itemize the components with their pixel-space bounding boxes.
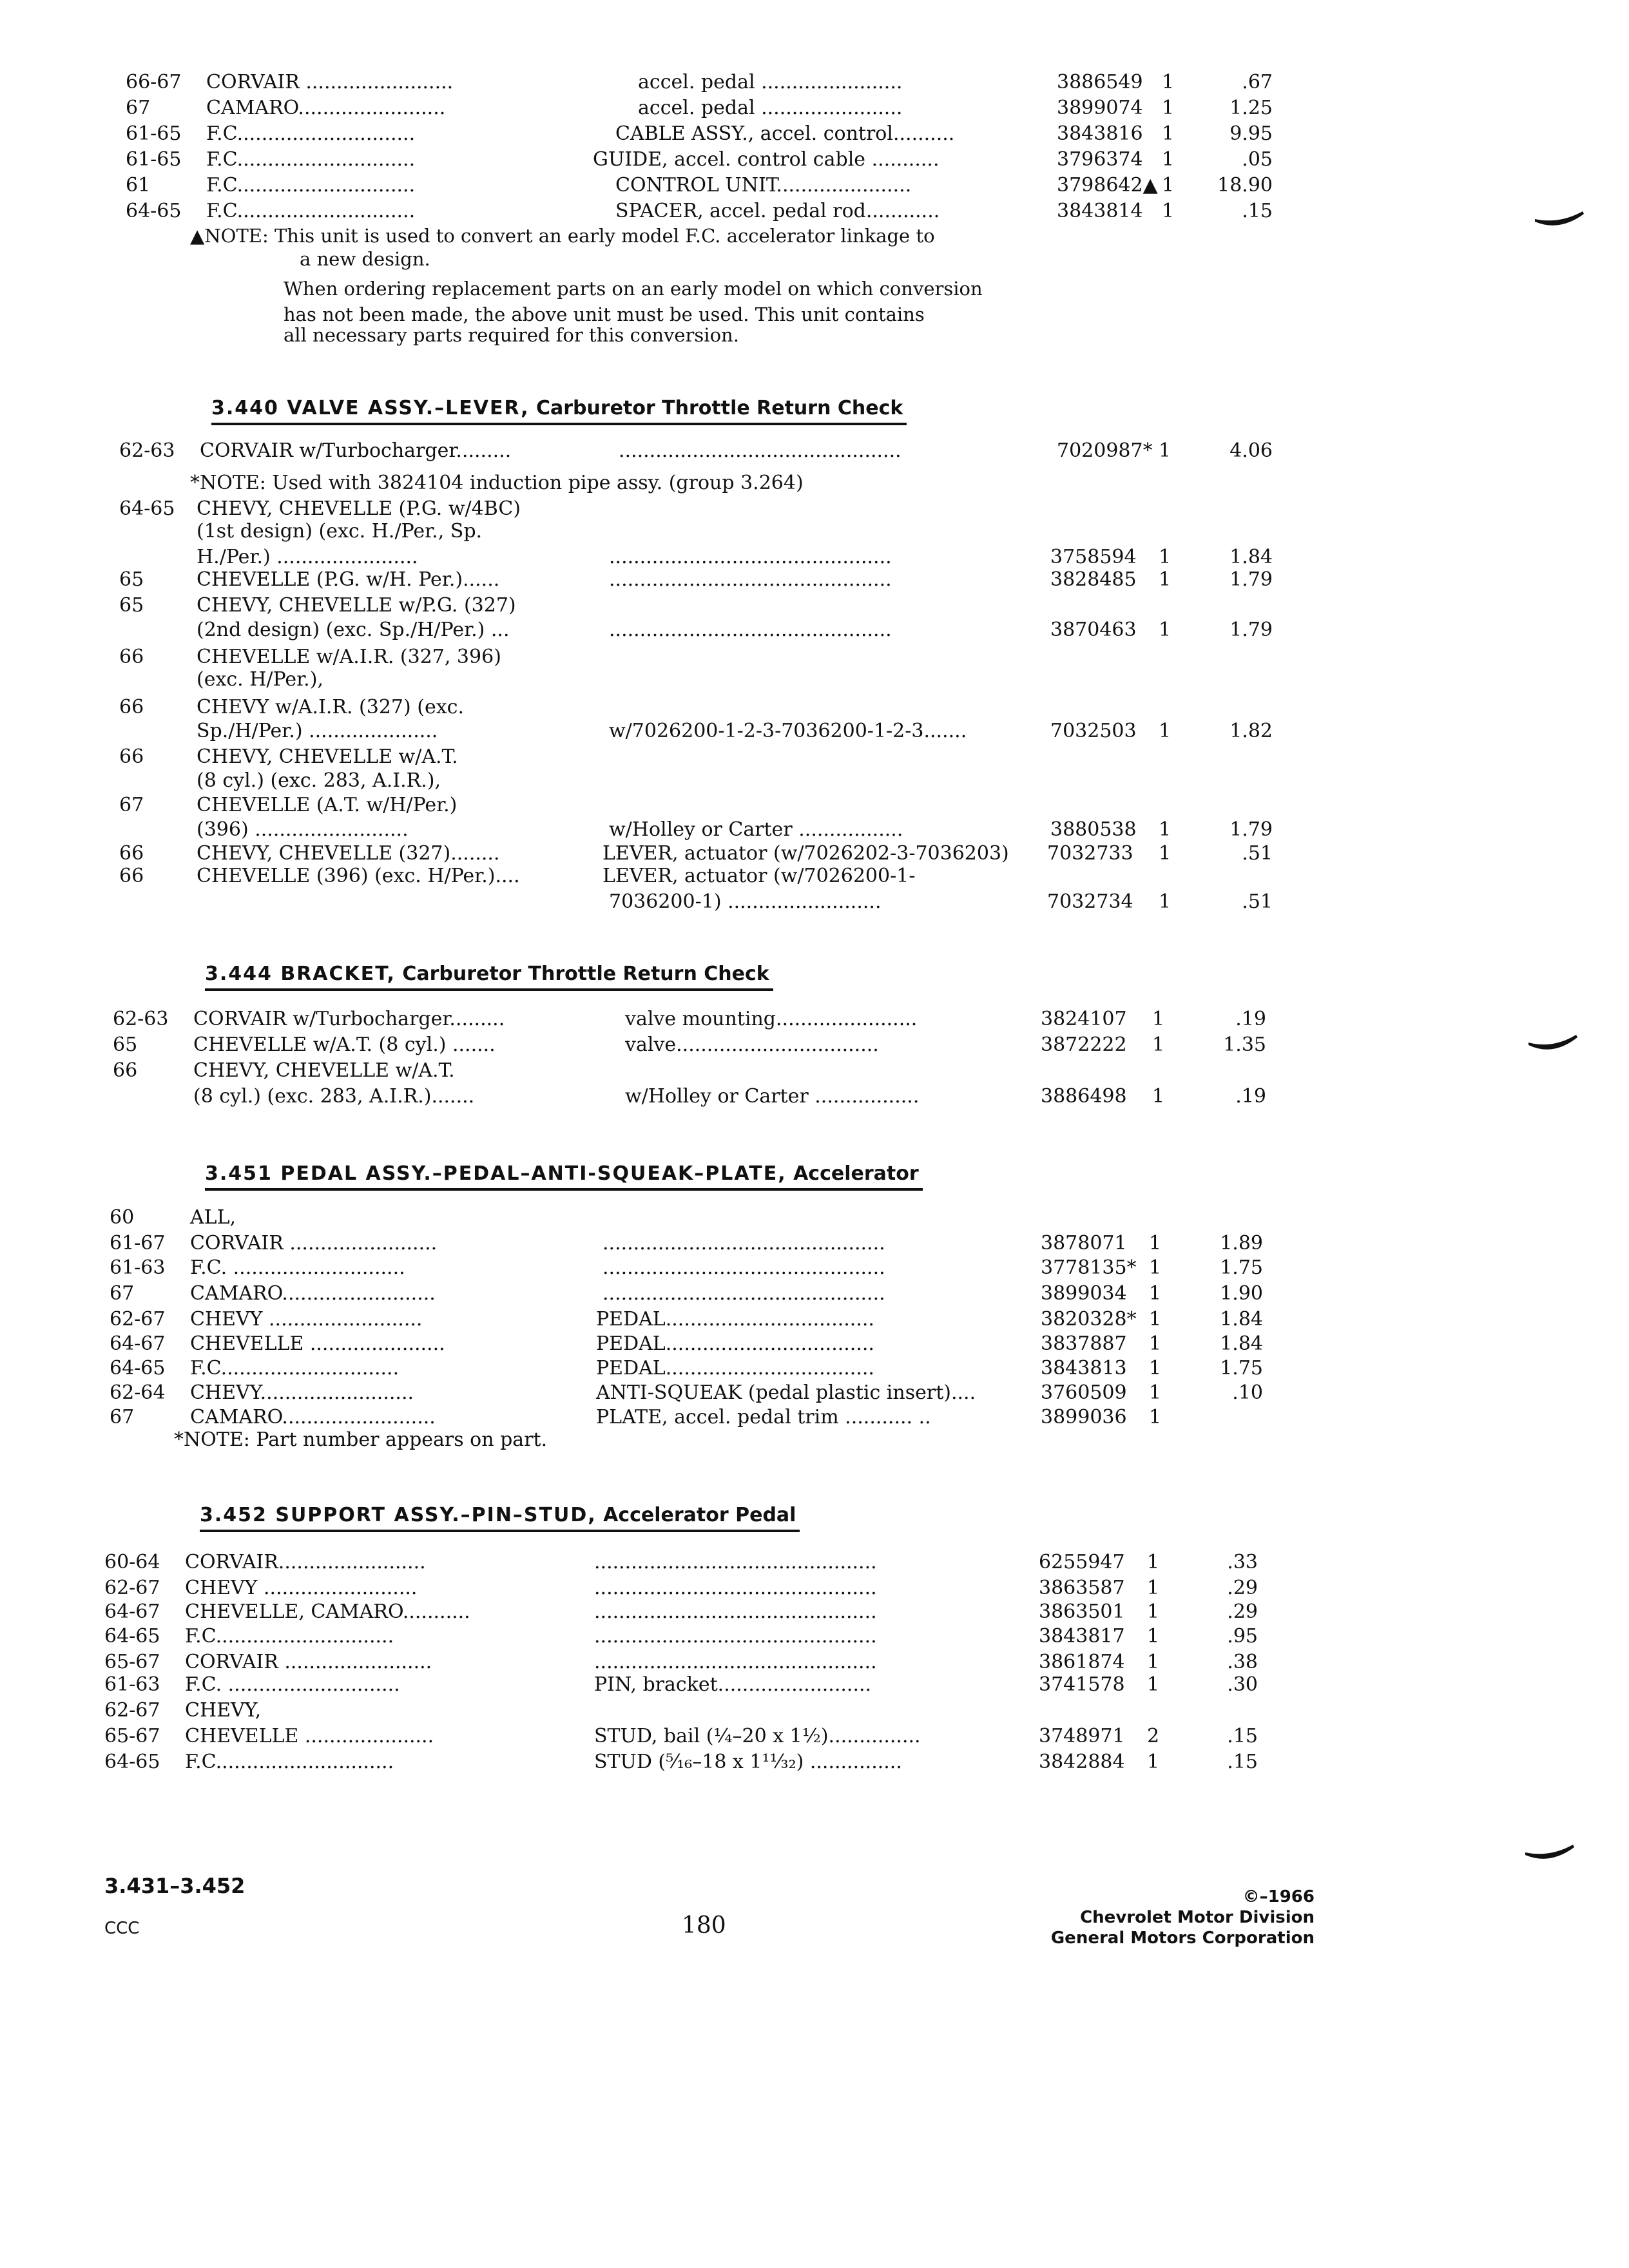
note-text: a new design.	[300, 248, 430, 270]
table-row: 66 CHEVELLE (396) (exc. H/Per.).... LEVER, actuator (w/7026200-1-	[119, 865, 916, 887]
binder-mark-icon	[1527, 1031, 1579, 1057]
table-row: 61-63 F.C. ............................ .............................................. 3778135* 1 1.75	[110, 1256, 1263, 1279]
table-row: 64-67 CHEVELLE, CAMARO........... .............................................. 3863501 1 .29	[104, 1600, 1258, 1623]
table-row: 65 CHEVY, CHEVELLE w/P.G. (327)	[119, 594, 516, 617]
table-row: 62-64 CHEVY......................... ANTI-SQUEAK (pedal plastic insert).... 3760509 1 .10	[110, 1381, 1263, 1404]
corporation-text: General Motors Corporation	[1050, 1928, 1315, 1948]
page-number: 180	[682, 1912, 726, 1939]
section-range: 3.431–3.452	[104, 1874, 246, 1898]
binder-mark-icon	[1534, 206, 1585, 232]
footer-code: CCC	[104, 1919, 140, 1938]
binder-mark-icon	[1524, 1840, 1576, 1865]
table-row: 61-67 CORVAIR ........................ .............................................. 3878071 1 1.89	[110, 1232, 1263, 1254]
table-row: 66 CHEVY w/A.I.R. (327) (exc.	[119, 696, 464, 718]
table-row: 65-67 CHEVELLE ..................... STUD, bail (¼–20 x 1½)............... 3748971 2 .15	[104, 1725, 1258, 1747]
table-row: 66 CHEVELLE w/A.I.R. (327, 396)	[119, 646, 501, 668]
table-row: 64-65 F.C............................. STUD (⁵⁄₁₆–18 x 1¹¹⁄₃₂) ............... 3842884 1 .15	[104, 1751, 1258, 1773]
table-row: 62-63 CORVAIR w/Turbocharger......... valve mounting....................... 3824107 1 .19	[113, 1008, 1266, 1030]
note-text: has not been made, the above unit must be used. This unit contains	[284, 303, 925, 325]
table-row: 66 CHEVY, CHEVELLE (327)........ LEVER, actuator (w/7026202-3-7036203) 7032733 1 .51	[119, 842, 1273, 865]
copyright-text: ©–1966	[1242, 1887, 1315, 1907]
table-row: 62-67 CHEVY ......................... PEDAL.................................. 3820328* 1 1.84	[110, 1308, 1263, 1331]
table-row: 64-65 F.C............................. SPACER, accel. pedal rod............ 3843814 1 .15	[126, 200, 1273, 222]
table-row: 64-65 F.C............................. .............................................. 3843817 1 .95	[104, 1625, 1258, 1648]
note-text: When ordering replacement parts on an early model on which conversion	[284, 278, 983, 300]
table-row: 7036200-1) ......................... 7032734 1 .51	[609, 890, 1273, 913]
table-row: Sp./H/Per.) ..................... w/7026200-1-2-3-7036200-1-2-3....... 7032503 1 1.82	[197, 720, 1273, 742]
table-row: 67 CHEVELLE (A.T. w/H/Per.)	[119, 794, 458, 816]
table-row: 65 CHEVELLE w/A.T. (8 cyl.) ....... valve................................. 3872222 1 1.35	[113, 1033, 1266, 1056]
table-row: 61-65 F.C............................. CABLE ASSY., accel. control.......... 3843816 1 9.95	[126, 122, 1273, 145]
table-row: 65 CHEVELLE (P.G. w/H. Per.)...... .............................................. 3828485 1 1.79	[119, 568, 1273, 591]
division-text: Chevrolet Motor Division	[1080, 1908, 1315, 1927]
table-row: *NOTE: Part number appears on part.	[174, 1428, 548, 1451]
table-row: 66 CHEVY, CHEVELLE w/A.T.	[113, 1059, 455, 1082]
table-row: (exc. H/Per.),	[197, 668, 323, 691]
table-row: 67 CAMARO......................... .............................................. 3899034 1 1.90	[110, 1282, 1263, 1305]
table-row: 61 F.C............................. CONTROL UNIT...................... 3798642▲ 1 18.90	[126, 174, 1273, 197]
table-row: 62-63 CORVAIR w/Turbocharger......... .............................................. 7020987* 1 4.06	[119, 439, 1273, 462]
table-row: 61-65 F.C............................. GUIDE, accel. control cable ........... 3796374 1 .05	[126, 148, 1273, 171]
table-row: 62-67 CHEVY ......................... .............................................. 3863587 1 .29	[104, 1577, 1258, 1599]
table-row: *NOTE: Used with 3824104 induction pipe assy. (group 3.264)	[190, 472, 804, 494]
table-row: 64-65 F.C............................. PEDAL.................................. 3843813 1 1.75	[110, 1357, 1263, 1379]
table-row: 67 CAMARO......................... PLATE, accel. pedal trim ........... .. 3899036 1	[110, 1406, 1162, 1428]
table-row: (2nd design) (exc. Sp./H/Per.) ... .............................................. 3870463 1 1.79	[197, 619, 1273, 641]
section-heading: 3.444 BRACKET, Carburetor Throttle Return Check	[205, 960, 773, 991]
table-row: 60 ALL,	[110, 1206, 236, 1229]
table-row: (8 cyl.) (exc. 283, A.I.R.),	[197, 769, 441, 792]
table-row: 65-67 CORVAIR ........................ .............................................. 3861874 1 .38	[104, 1651, 1258, 1673]
table-row: 66-67 CORVAIR ........................ accel. pedal ....................... 3886549 1 .67	[126, 71, 1273, 93]
table-row: (1st design) (exc. H./Per., Sp.	[197, 520, 483, 543]
section-heading: 3.440 VALVE ASSY.–LEVER, Carburetor Throttle Return Check	[211, 394, 907, 425]
table-row: 64-67 CHEVELLE ...................... PEDAL.................................. 3837887 1 1.84	[110, 1332, 1263, 1355]
table-row: 64-65 CHEVY, CHEVELLE (P.G. w/4BC)	[119, 497, 521, 520]
table-row: 60-64 CORVAIR........................ .............................................. 6255947 1 .33	[104, 1551, 1258, 1573]
table-row: 66 CHEVY, CHEVELLE w/A.T.	[119, 745, 458, 768]
table-row: (396) ......................... w/Holley or Carter ................. 3880538 1 1.79	[197, 818, 1273, 841]
section-heading: 3.451 PEDAL ASSY.–PEDAL–ANTI-SQUEAK–PLATE, Accelerator	[205, 1160, 923, 1191]
table-row: 67 CAMARO........................ accel. pedal ....................... 3899074 1 1.25	[126, 97, 1273, 119]
table-row: 61-63 F.C. ............................ PIN, bracket......................... 3741578 1 .30	[104, 1673, 1258, 1696]
table-row: H./Per.) ....................... .............................................. 3758594 1 1.84	[197, 546, 1273, 568]
note-text: ▲NOTE: This unit is used to convert an early model F.C. accelerator linkage to	[190, 225, 935, 247]
publisher-block	[999, 1887, 1315, 1948]
table-row: 62-67 CHEVY,	[104, 1699, 262, 1722]
table-row: (8 cyl.) (exc. 283, A.I.R.)....... w/Holley or Carter ................. 3886498 1 .19	[193, 1085, 1266, 1108]
section-heading: 3.452 SUPPORT ASSY.–PIN–STUD, Accelerator Pedal	[200, 1501, 800, 1532]
note-text: all necessary parts required for this conversion.	[284, 324, 739, 346]
